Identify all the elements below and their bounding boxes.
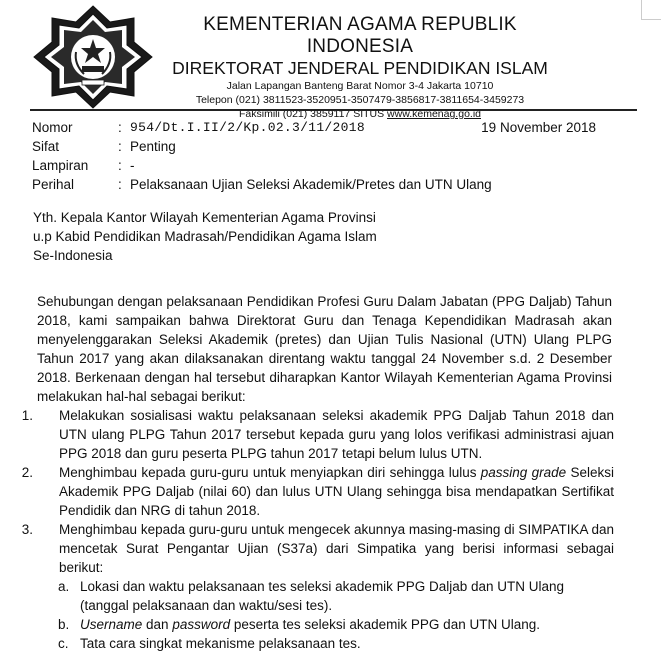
- nomor-label: Nomor: [32, 120, 73, 135]
- list-item: [18, 463, 614, 520]
- sub-letter: c.: [58, 636, 69, 651]
- list-item: [18, 520, 614, 577]
- colon: :: [118, 158, 122, 173]
- perihal-row: [32, 175, 612, 194]
- kemenag-emblem-icon: [30, 4, 156, 110]
- sub-letter: a.: [58, 579, 70, 594]
- sub-item: [58, 615, 614, 634]
- addressee: [33, 208, 613, 265]
- perihal-value: Pelaksanaan Ujian Seleksi Akademik/Pretes dan UTN Ulang: [130, 177, 492, 192]
- ministry-name: KEMENTERIAN AGAMA REPUBLIK INDONESIA: [203, 14, 517, 57]
- addressee-line: u.p Kabid Pendidikan Madrasah/Pendidikan Agama Islam: [33, 229, 377, 244]
- text-span: Menghimbau kepada guru-guru untuk menyiapkan diri sehingga lulus: [59, 465, 481, 480]
- italic-term: password: [172, 617, 231, 632]
- colon: :: [118, 120, 122, 135]
- list-number: 2.: [21, 465, 33, 480]
- italic-term: passing grade: [480, 465, 567, 480]
- sifat-row: [32, 137, 612, 156]
- directorate-name: DIREKTORAT JENDERAL PENDIDIKAN ISLAM: [172, 58, 548, 78]
- letterhead: [160, 14, 560, 121]
- sub-item-text: [80, 615, 614, 634]
- perihal-label: Perihal: [32, 177, 75, 192]
- lampiran-value: -: [130, 158, 135, 173]
- letterhead-divider: [30, 109, 637, 111]
- text-span: peserta tes seleksi akademik PPG dan UTN Ulang.: [230, 617, 540, 632]
- instruction-list: [18, 406, 614, 653]
- phone: Telepon (021) 3811523-3520951-3507479-3856817-3811654-3459273: [195, 94, 525, 106]
- list-item: [18, 406, 614, 463]
- sub-item-text: Lokasi dan waktu pelaksanaan tes seleksi akademik PPG Daljab dan UTN Ulang (tanggal pelaksanaan dan waktu/sesi tes).: [80, 579, 565, 613]
- lampiran-row: [32, 156, 612, 175]
- italic-term: Username: [80, 617, 143, 632]
- letter-date: 19 November 2018: [481, 120, 596, 135]
- lampiran-label: Lampiran: [32, 158, 89, 173]
- list-item-text: [59, 463, 614, 520]
- sub-letter: b.: [58, 617, 70, 632]
- letter-meta: [32, 118, 612, 194]
- page-corner-marker: [641, 0, 661, 20]
- body-paragraph: Sehubungan dengan pelaksanaan Pendidikan Profesi Guru Dalam Jabatan (PPG Daljab) Tahun 2018, kami sampaikan bahwa Direktorat Guru dan Tenaga Kependidikan Madrasah akan menyelenggarakan Seleksi Akademik (pretes) dan Ujian Tulis Nasional (UTN) Ulang PLPG Tahun 2017 yang akan dilaksanakan direntang waktu tanggal 24 November s.d. 2 Desember 2018. Berkenaan dengan hal tersebut diharapkan Kantor Wilayah Kementerian Agama Provinsi melakukan hal-hal sebagai berikut:: [37, 294, 612, 404]
- sub-item: [58, 634, 614, 653]
- colon: :: [118, 177, 122, 192]
- fax-text: Faksimili (021) 3859117 SITUS: [239, 108, 388, 120]
- list-number: 1.: [21, 408, 33, 423]
- nomor-value: 954/Dt.I.II/2/Kp.02.3/11/2018: [130, 120, 365, 135]
- text-span: Seleksi Akademik PPG Daljab (nilai 60) dan lulus UTN Ulang sehingga bisa mendapatkan Sertifikat Pendidik dan NRG di tahun 2018.: [59, 465, 614, 518]
- sub-list: [58, 577, 614, 653]
- list-item-text: Menghimbau kepada guru-guru untuk mengecek akunnya masing-masing di SIMPATIKA dan mencetak Surat Pengantar Ujian (S37a) dari Simpatika yang berisi informasi sebagai berikut:: [59, 522, 614, 575]
- website-link[interactable]: www.kemenag.go.id: [387, 108, 481, 120]
- colon: :: [118, 139, 122, 154]
- sifat-label: Sifat: [32, 139, 60, 154]
- address: Jalan Lapangan Banteng Barat Nomor 3-4 Jakarta 10710: [226, 80, 494, 92]
- addressee-line: Yth. Kepala Kantor Wilayah Kementerian Agama Provinsi: [33, 210, 376, 225]
- sub-item-text: Tata cara singkat mekanisme pelaksanaan tes.: [80, 636, 361, 651]
- sub-item: [58, 577, 614, 615]
- list-item-text: Melakukan sosialisasi waktu pelaksanaan seleksi akademik PPG Daljab Tahun 2018 dan UTN ulang PLPG Tahun 2017 tersebut kepada guru yang lolos verifikasi administrasi ajuan PPG 2018 dan guru peserta PLPG tahun 2017 tetapi belum lulus UTN.: [59, 408, 614, 461]
- sifat-value: Penting: [130, 139, 176, 154]
- list-number: 3.: [21, 522, 33, 537]
- text-span: dan: [142, 617, 173, 632]
- addressee-line: Se-Indonesia: [33, 248, 113, 263]
